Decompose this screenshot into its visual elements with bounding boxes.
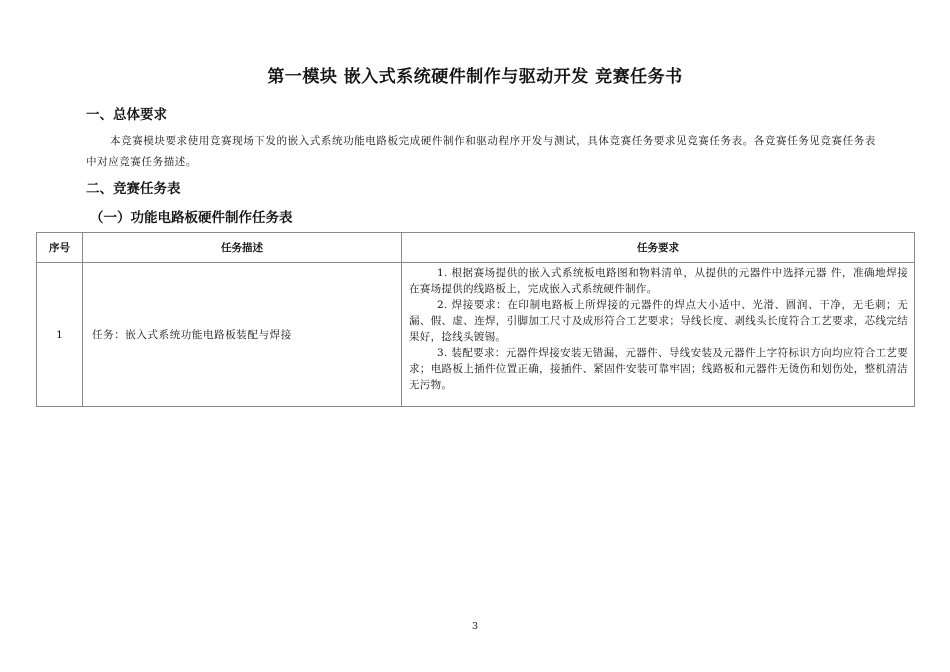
section-heading-task-table: 二、竞赛任务表 bbox=[86, 181, 181, 197]
row-number-cell: 1 bbox=[37, 263, 83, 407]
subsection-heading-hardware-task-table: （一）功能电路板硬件制作任务表 bbox=[90, 210, 293, 226]
task-requirements-cell bbox=[402, 263, 915, 407]
page-title: 第一模块 嵌入式系统硬件制作与驱动开发 竞赛任务书 bbox=[267, 67, 683, 87]
task-description-cell: 任务：嵌入式系统功能电路板装配与焊接 bbox=[83, 263, 402, 407]
column-header-number: 序号 bbox=[37, 233, 83, 263]
column-header-requirements: 任务要求 bbox=[402, 233, 915, 263]
table-header-row bbox=[37, 233, 915, 263]
page-number: 3 bbox=[471, 621, 479, 632]
column-header-description: 任务描述 bbox=[83, 233, 402, 263]
requirement-item-3: 3. 装配要求：元器件焊接安装无错漏，元器件、导线安装及元器件上字符标识方向均应符合工艺要求；电路板上插件位置正确，接插件、紧固件安装可靠牢固；线路板和元器件无烫伤和划伤处，整机清洁无污物。 bbox=[409, 347, 908, 391]
task-table bbox=[36, 232, 915, 407]
requirement-item-1: 1. 根据赛场提供的嵌入式系统板电路图和物料清单，从提供的元器件中选择元器 件，准确地焊接在赛场提供的线路板上，完成嵌入式系统硬件制作。 bbox=[409, 267, 908, 295]
requirement-item-2: 2. 焊接要求：在印制电路板上所焊接的元器件的焊点大小适中、光滑、圆润、干净，无毛刺；无漏、假、虚、连焊，引脚加工尺寸及成形符合工艺要求；导线长度、剥线头长度符合工艺要求，芯线完结果好，捻线头镀锡。 bbox=[409, 299, 908, 343]
table-row bbox=[37, 263, 915, 407]
section-heading-general-requirements: 一、总体要求 bbox=[86, 107, 167, 123]
general-requirements-paragraph: 本竞赛模块要求使用竞赛现场下发的嵌入式系统功能电路板完成硬件制作和驱动程序开发与测试，具体竞赛任务要求见竞赛任务表。各竞赛任务见竞赛任务表中对应竞赛任务描述。 bbox=[86, 135, 876, 168]
